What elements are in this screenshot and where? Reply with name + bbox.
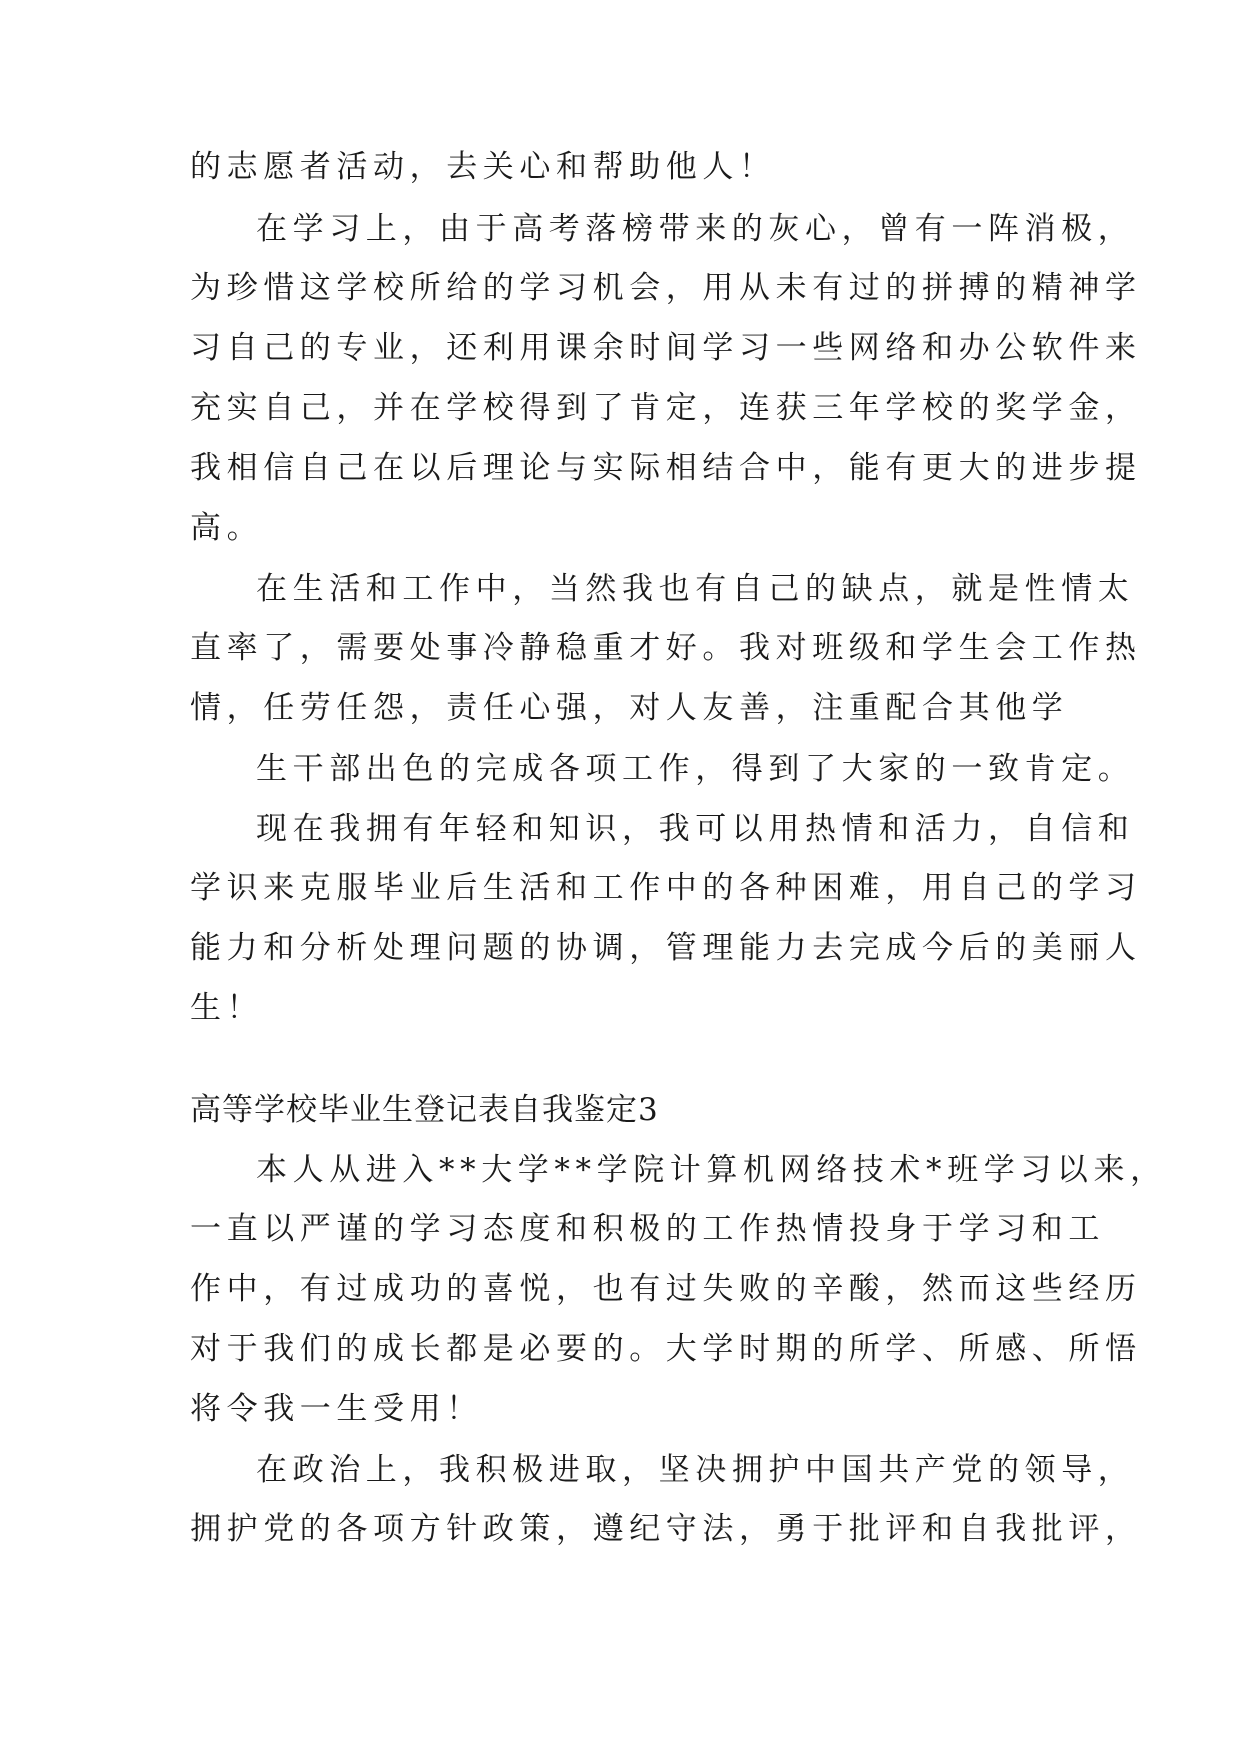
text-line: 生！ — [190, 990, 264, 1026]
paragraph-first-line: 在学习上，由于高考落榜带来的灰心，曾有一阵消极， — [256, 211, 1135, 247]
text-line: 拥护党的各项方针政策，遵纪守法，勇于批评和自我批评， — [190, 1511, 1142, 1547]
text-line: 一直以严谨的学习态度和积极的工作热情投身于学习和工 — [190, 1211, 1105, 1247]
text-line: 能力和分析处理问题的协调，管理能力去完成今后的美丽人 — [190, 930, 1142, 966]
paragraph-first-line: 现在我拥有年轻和知识，我可以用热情和活力，自信和 — [256, 811, 1135, 847]
text-line: 我相信自己在以后理论与实际相结合中，能有更大的进步提 — [190, 450, 1142, 486]
text-line: 充实自己，并在学校得到了肯定，连获三年学校的奖学金， — [190, 390, 1142, 426]
section-heading: 高等学校毕业生登记表自我鉴定3 — [190, 1092, 659, 1128]
text-line: 的志愿者活动，去关心和帮助他人！ — [190, 149, 776, 185]
text-line: 直率了，需要处事冷静稳重才好。我对班级和学生会工作热 — [190, 630, 1142, 666]
text-line: 学识来克服毕业后生活和工作中的各种困难，用自己的学习 — [190, 870, 1142, 906]
text-line: 习自己的专业，还利用课余时间学习一些网络和办公软件来 — [190, 330, 1142, 366]
text-line: 作中，有过成功的喜悦，也有过失败的辛酸，然而这些经历 — [190, 1271, 1142, 1307]
paragraph-first-line: 本人从进入**大学**学院计算机网络技术*班学习以来， — [256, 1152, 1167, 1188]
paragraph-first-line: 生干部出色的完成各项工作，得到了大家的一致肯定。 — [256, 751, 1135, 787]
text-line: 高。 — [190, 510, 264, 546]
text-line: 情，任劳任怨，责任心强，对人友善，注重配合其他学 — [190, 690, 1069, 726]
text-line: 将令我一生受用！ — [190, 1391, 483, 1427]
text-line: 为珍惜这学校所给的学习机会，用从未有过的拼搏的精神学 — [190, 270, 1142, 306]
text-line: 对于我们的成长都是必要的。大学时期的所学、所感、所悟 — [190, 1331, 1142, 1367]
paragraph-first-line: 在政治上，我积极进取，坚决拥护中国共产党的领导， — [256, 1452, 1135, 1488]
paragraph-first-line: 在生活和工作中，当然我也有自己的缺点，就是性情太 — [256, 571, 1135, 607]
